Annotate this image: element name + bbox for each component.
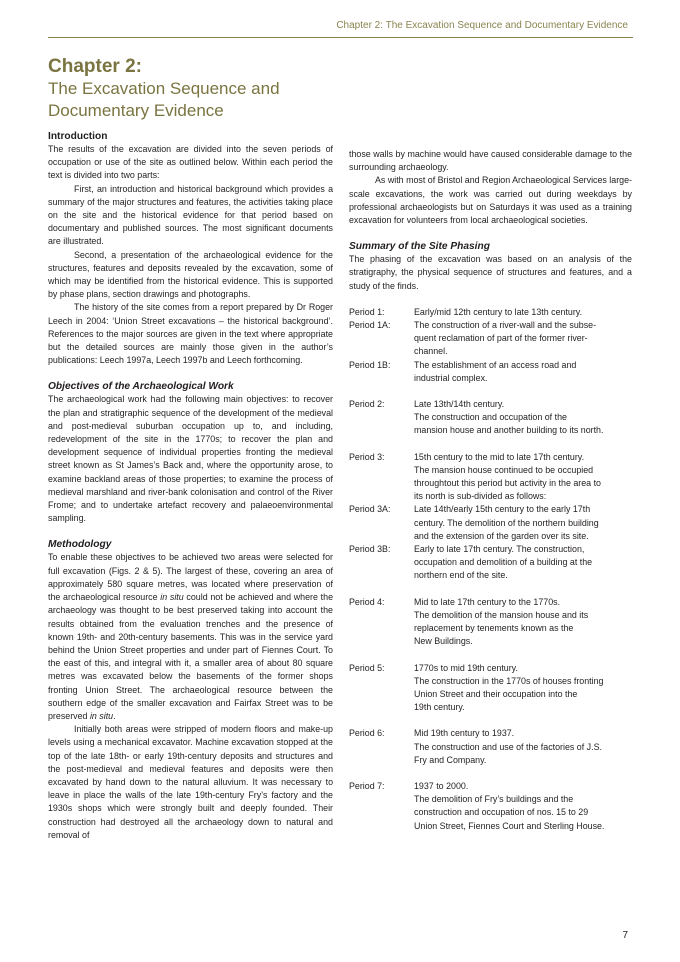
phase-item <box>349 319 632 359</box>
phase-line: its north is sub-divided as follows: <box>414 491 547 502</box>
phase-label: Period 1B: <box>349 359 391 370</box>
phase-description <box>414 662 632 715</box>
objectives-heading: Objectives of the Archaeological Work <box>48 381 234 393</box>
phase-line: Early/mid 12th century to late 13th century. <box>414 306 583 317</box>
page-number: 7 <box>622 930 628 941</box>
intro-paragraph-2: First, an introduction and historical background which provides a summary of the major structures and features, the activities taking place on the site and the historical evidence for that period based on documentary and published sources. The most significant documents are illustrated. <box>48 183 333 247</box>
methodology-text-b: could not be achieved and where the archaeology was thought to be best preserved taking into account the results obtained from the evaluation trenches and the presence of known 19th- and 20th-century basements. This was in the service yard behind the Union Street properties and under part of Fiennes Court. To the east of this, and integral with it, a smaller area of about 80 square metres was excavated below the basements of the former shops fronting Union Street. The archaeological resource between the southern edge of the smaller excavation and Fairfax Street was to be preserved <box>48 592 334 721</box>
phase-line: replacement by tenements known as the <box>414 623 574 634</box>
phase-line: 1770s to mid 19th century. <box>414 662 518 673</box>
phase-label: Period 4: <box>349 596 385 607</box>
phase-line: northern end of the site. <box>414 570 508 581</box>
phase-line: Mid to late 17th century to the 1770s. <box>414 596 561 607</box>
phase-label: Period 1: <box>349 306 385 317</box>
phase-description <box>414 398 632 438</box>
phase-line: Late 13th/14th century. <box>414 399 505 410</box>
phase-line: The construction in the 1770s of houses fronting <box>414 675 604 686</box>
volunteers-paragraph: As with most of Bristol and Region Archaeological Services large-scale excavations, the work was carried out during weekdays by professional archaeologists but on Saturdays it was used as a training excavation for volunteers from local archaeological societies. <box>349 175 633 226</box>
phase-item <box>349 596 632 649</box>
phase-description <box>414 359 632 385</box>
phase-label: Period 5: <box>349 662 385 673</box>
phase-label: Period 3: <box>349 451 385 462</box>
phase-line: The demolition of Fry’s buildings and the <box>414 794 574 805</box>
phase-item <box>349 543 632 583</box>
phase-label: Period 7: <box>349 780 385 791</box>
phase-label: Period 6: <box>349 728 385 739</box>
phase-item <box>349 306 632 319</box>
phase-line: Late 14th/early 15th century to the early 17th <box>414 504 591 515</box>
phase-description <box>414 543 632 583</box>
phase-item <box>349 780 632 833</box>
header-rule <box>48 37 633 38</box>
phase-item <box>349 662 632 715</box>
phase-description <box>414 319 632 359</box>
methodology-paragraph-1 <box>48 551 333 723</box>
chapter-heading <box>48 56 280 122</box>
phase-description <box>414 780 632 833</box>
phase-item <box>349 451 632 504</box>
intro-paragraph-3: Second, a presentation of the archaeological evidence for the structures, features and deposits revealed by the excavation, some of which may be identified from the historical evidence. This is supported by phase plans, section drawings and photographs. <box>48 249 333 300</box>
phase-line: 15th century to the mid to late 17th century. <box>414 451 585 462</box>
methodology-text-a: To enable these objectives to be achieved two areas were selected for full excavation (Figs. 2 & 5). The largest of these, covering an area of approximately 580 square metres, was located where preservation of the archaeological resource <box>48 552 333 603</box>
phase-item <box>349 359 632 385</box>
phase-line: The demolition of the mansion house and its <box>414 609 589 620</box>
phase-description <box>414 451 632 504</box>
phase-item <box>349 503 632 543</box>
phase-line: channel. <box>414 346 448 357</box>
phasing-heading: Summary of the Site Phasing <box>349 241 490 253</box>
phase-line: Early to late 17th century. The construction, <box>414 544 585 555</box>
phase-description <box>414 596 632 649</box>
phase-line: 19th century. <box>414 702 465 713</box>
phase-label: Period 3B: <box>349 544 391 555</box>
phase-line: Union Street, Fiennes Court and Sterling House. <box>414 820 605 831</box>
phase-line: Mid 19th century to 1937. <box>414 728 515 739</box>
left-column <box>48 130 333 842</box>
phase-line: The construction and occupation of the <box>414 412 567 423</box>
intro-paragraph-4: The history of the site comes from a report prepared by Dr Roger Leech in 2004: ‘Union Street excavations – the historical background’. References to the major sources are given in the text where appropriate but the detailed sources are mainly those given in the author’s publications: Leech 1997a, Leech 1997b and Leech forthcoming. <box>48 302 333 366</box>
methodology-italic-2: in situ <box>89 710 114 721</box>
introduction-heading: Introduction <box>48 131 108 142</box>
methodology-italic-1: in situ <box>160 592 184 603</box>
phase-label: Period 2: <box>349 399 385 410</box>
chapter-title-line2: Documentary Evidence <box>48 101 224 120</box>
phase-line: 1937 to 2000. <box>414 780 469 791</box>
phase-line: Fry and Company. <box>414 754 487 765</box>
phase-label: Period 1A: <box>349 320 391 331</box>
phase-description <box>414 503 632 543</box>
methodology-heading: Methodology <box>48 539 112 551</box>
phase-line: occupation and demolition of a building at the <box>414 557 593 568</box>
phase-line: construction and occupation of nos. 15 to 29 <box>414 807 589 818</box>
phase-line: The construction of a river-wall and the subse- <box>414 320 597 331</box>
phase-line: industrial complex. <box>414 372 488 383</box>
phase-list <box>349 306 632 833</box>
phase-line: The establishment of an access road and <box>414 359 577 370</box>
phase-item <box>349 727 632 767</box>
phase-item <box>349 398 632 438</box>
phase-label: Period 3A: <box>349 504 391 515</box>
phase-line: and the extension of the garden over its site. <box>414 530 589 541</box>
phase-description <box>414 306 632 319</box>
phase-description <box>414 727 632 767</box>
phase-line: Union Street and their occupation into the <box>414 688 578 699</box>
objectives-paragraph: The archaeological work had the following main objectives: to recover the plan and stratigraphic sequence of the development of the medieval and post-medieval suburban occupation up to, and including, redevelopment of the site in the 1770s; to recover the plan and development sequence of individual properties fronting the medieval street known as St James’s Back and, where the opportunity arose, to examine backland areas of those properties; to examine the process of medieval marshland and river-bank colonisation and control of the River Frome; and to undertake artefact recovery and palaeoenvironmental sampling. <box>48 394 333 524</box>
phase-line: New Buildings. <box>414 636 473 647</box>
chapter-number: Chapter 2: <box>48 56 142 77</box>
phase-line: The mansion house continued to be occupied <box>414 464 594 475</box>
right-column <box>349 148 632 833</box>
phase-line: quent reclamation of part of the former river- <box>414 333 588 344</box>
phase-line: century. The demolition of the northern building <box>414 517 599 528</box>
phase-line: mansion house and another building to its north. <box>414 425 604 436</box>
continued-paragraph: those walls by machine would have caused considerable damage to the surrounding archaeology. <box>349 149 632 173</box>
chapter-title-line1: The Excavation Sequence and <box>48 79 280 98</box>
running-head: Chapter 2: The Excavation Sequence and Documentary Evidence <box>336 20 628 31</box>
methodology-text-c: . <box>113 710 116 721</box>
phase-line: The construction and use of the factories of J.S. <box>414 741 602 752</box>
intro-paragraph-1: The results of the excavation are divided into the seven periods of occupation or use of the site as outlined below. Within each period the text is divided into two parts: <box>48 144 333 181</box>
phase-line: throughtout this period but activity in the area to <box>414 478 601 489</box>
methodology-paragraph-2: Initially both areas were stripped of modern floors and make-up levels using a mechanical excavator. Machine excavation stopped at the top of the late 18th- or early 19th-century deposits and structures and the post-medieval and medieval features and deposits were then excavated by hand down to the natural alluvium. It was necessary to leave in place the walls of the late 19th-century Fry’s factory and the 1930s shops which were strongly built and deeply founded. Their construction had destroyed all the archaeology down to natural and removal of <box>48 724 333 840</box>
phasing-paragraph: The phasing of the excavation was based on an analysis of the stratigraphy, the physical sequence of structures and features, and a study of the finds. <box>349 254 632 291</box>
